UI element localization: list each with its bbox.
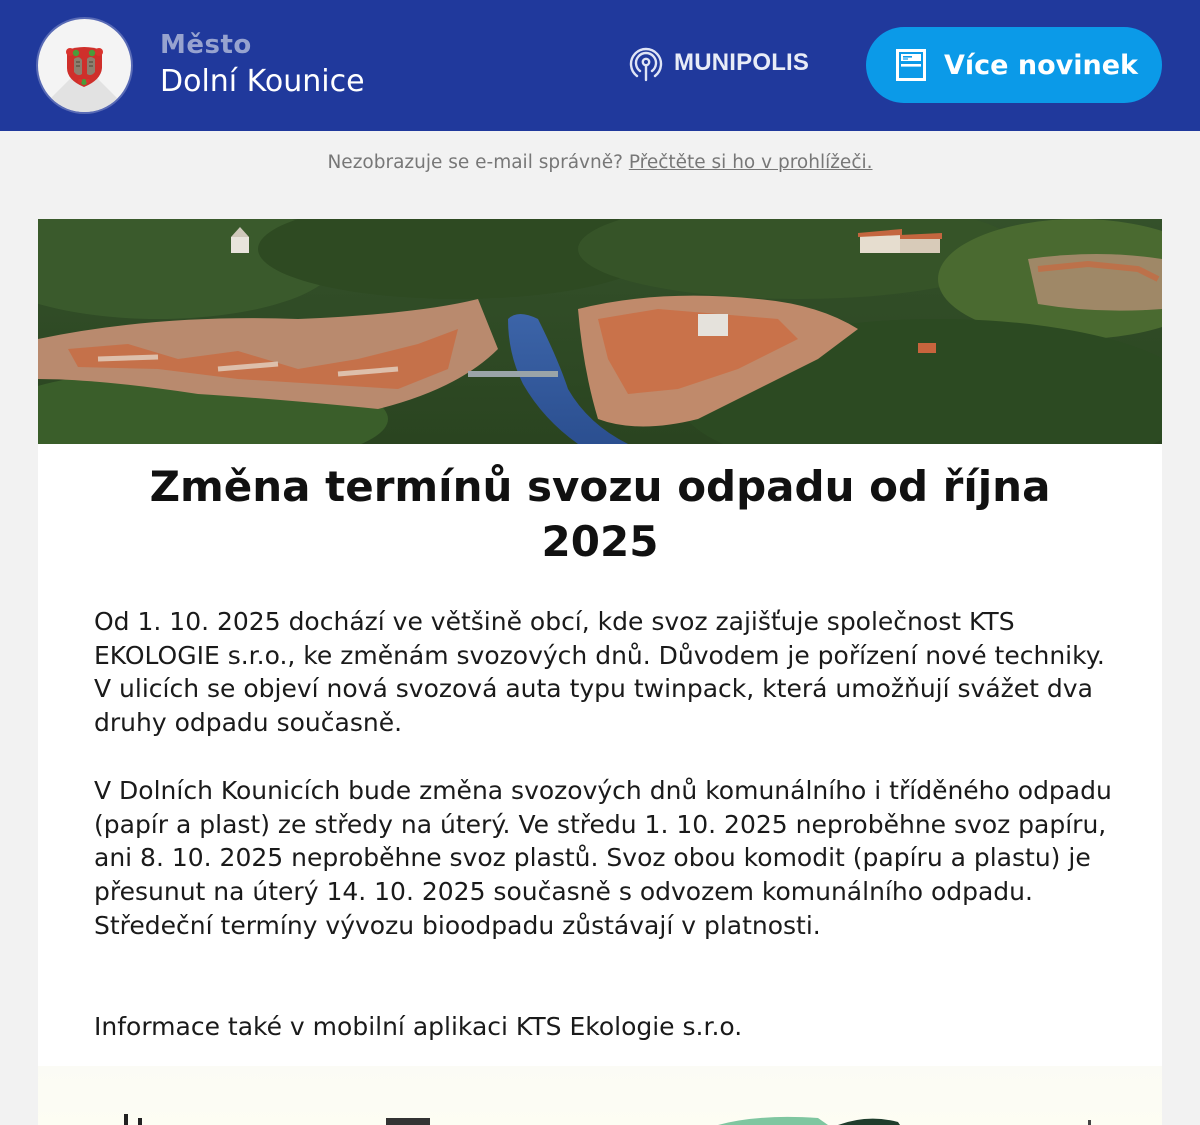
hero-image — [38, 219, 1162, 444]
newspaper-icon — [896, 49, 926, 81]
city-label: Město — [160, 30, 252, 60]
article-title: Změna termínů svozu odpadu od října 2025 — [149, 462, 1051, 566]
coat-of-arms-icon — [61, 42, 108, 89]
city-name: Dolní Kounice — [160, 64, 365, 99]
browser-view-note — [0, 152, 1200, 173]
article-paragraph: Informace také v mobilní aplikaci KTS Ekologie s.r.o. — [94, 1012, 743, 1041]
kts-ekologie-banner-image — [38, 1066, 1162, 1125]
article-paragraph: V Dolních Kounicích bude změna svozových dnů komunálního i tříděného odpadu (papír a plast) ze středy na úterý. Ve středu 1. 10. 2025 neproběhne svoz papíru, ani 8. 10. 2025 neproběhne svoz plastů. Svoz obou komodit (papíru a plastu) je přesunut na úterý 14. 10. 2025 současně s odvozem komunálního odpadu. Středeční termíny vývozu bioodpadu zůstávají v platnosti. — [94, 776, 1112, 940]
more-news-label: Více novinek — [944, 49, 1138, 81]
browser-note-text: Nezobrazuje se e-mail správně? — [327, 152, 623, 173]
view-in-browser-link[interactable]: Přečtěte si ho v prohlížeči. — [628, 152, 873, 173]
banner-partial-graphic — [38, 1066, 1162, 1125]
email-header — [0, 0, 1200, 131]
more-news-button[interactable] — [866, 27, 1162, 103]
town-logo[interactable] — [38, 19, 131, 112]
munipolis-label: MUNIPOLIS — [674, 49, 810, 76]
article-card — [38, 219, 1162, 1066]
munipolis-brand[interactable] — [627, 43, 809, 83]
town-aerial-photo — [38, 219, 1162, 444]
article-paragraph: Od 1. 10. 2025 dochází ve většině obcí, kde svoz zajišťuje společnost KTS EKOLOGIE s.r.o., ke změnám svozových dnů. Důvodem je pořízení nové techniky. V ulicích se objeví nová svozová auta typu twinpack, která umožňují svážet dva druhy odpadu současně. — [94, 607, 1105, 738]
broadcast-signal-icon — [627, 43, 665, 83]
